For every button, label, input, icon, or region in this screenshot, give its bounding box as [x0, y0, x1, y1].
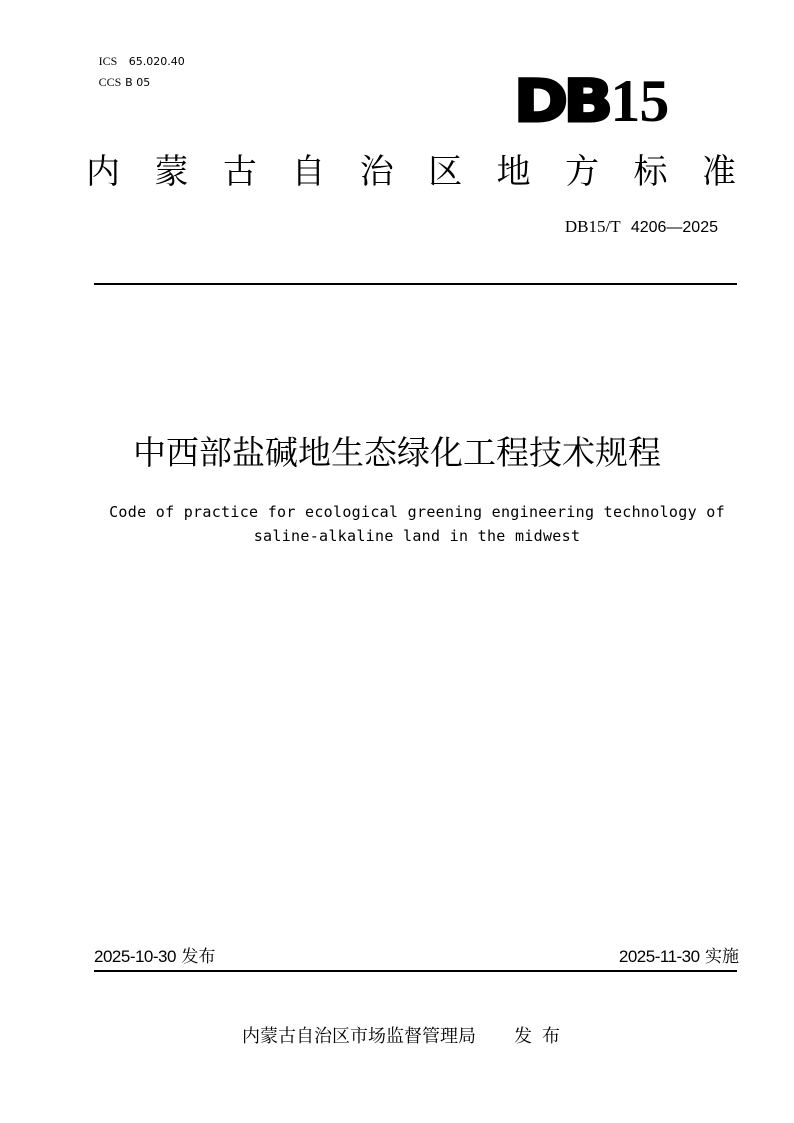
standard-type-heading	[86, 150, 736, 194]
dates-row	[94, 946, 739, 968]
title-en-line-1: Code of practice for ecological greening engineering technology of	[109, 503, 725, 521]
logo-number: 15	[610, 68, 669, 134]
heading-char: 内	[86, 152, 120, 192]
issuer-name: 内蒙古自治区市场监督管理局	[242, 1026, 476, 1047]
heading-char: 标	[633, 152, 668, 192]
document-title-en	[60, 500, 774, 548]
issuer-line	[242, 1025, 570, 1049]
ics-value: 65.020.40	[128, 55, 185, 68]
publish-date: 2025-10-30	[94, 947, 176, 966]
heading-char: 古	[222, 152, 257, 192]
heading-char: 蒙	[154, 152, 189, 192]
ccs-classification	[91, 61, 150, 90]
ccs-value: B 05	[125, 76, 151, 89]
heading-char: 区	[428, 152, 463, 192]
heading-char: 自	[291, 152, 326, 192]
release-label: 发布	[514, 1026, 570, 1047]
publish-date-group	[94, 946, 215, 968]
implement-label: 实施	[705, 947, 739, 967]
heading-char: 地	[496, 152, 531, 192]
db15-logo	[514, 67, 689, 135]
ics-label: ICS	[98, 54, 118, 68]
title-en-line-2: saline-alkaline land in the midwest	[253, 527, 581, 545]
standard-number	[565, 217, 718, 238]
implement-date: 2025-11-30	[618, 947, 700, 966]
document-title-cn: 中西部盐碱地生态绿化工程技术规程	[133, 433, 661, 472]
heading-char: 准	[701, 152, 736, 192]
top-divider	[94, 283, 737, 285]
publish-label: 发布	[181, 947, 216, 967]
ccs-label: CCS	[98, 75, 122, 89]
standard-number-code: 4206—2025	[630, 219, 718, 236]
bottom-divider	[94, 970, 737, 972]
heading-char: 治	[359, 152, 394, 192]
logo-letters: DB	[514, 67, 609, 135]
standard-number-prefix: DB15/T	[564, 217, 621, 236]
implement-date-group	[619, 946, 739, 968]
heading-char: 方	[565, 152, 600, 192]
